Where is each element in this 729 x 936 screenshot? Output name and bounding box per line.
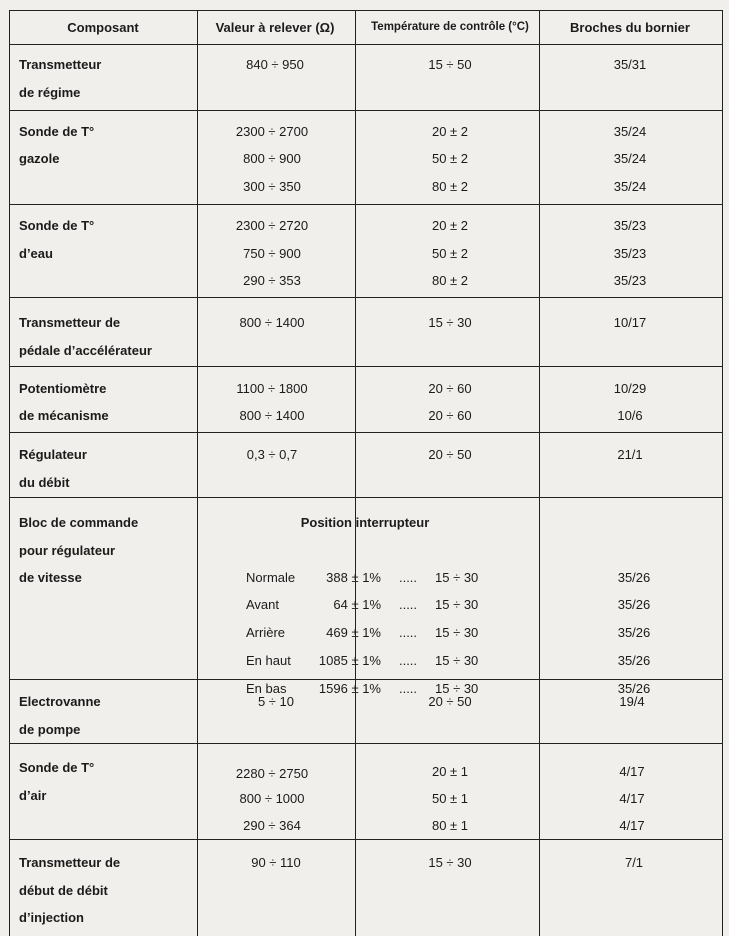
temp-cell: 20 ÷ 50 — [428, 694, 472, 709]
value-cell: 840 ÷ 950 — [246, 57, 304, 72]
row-divider — [9, 743, 723, 744]
component-name: Electrovanne — [19, 694, 101, 709]
value-cell: 750 ÷ 900 — [243, 246, 301, 261]
component-name: de pompe — [19, 722, 81, 737]
value-cell: 2300 ÷ 2700 — [235, 124, 309, 139]
value-cell: 0,3 ÷ 0,7 — [246, 447, 298, 462]
value-cell: 1100 ÷ 1800 — [236, 381, 308, 396]
pins-cell: 35/31 — [613, 57, 647, 72]
position-value: 469 ± 1% — [326, 625, 381, 640]
component-name: d’air — [19, 788, 47, 803]
component-name: de régime — [19, 85, 81, 100]
temp-cell: 20 ÷ 50 — [428, 447, 472, 462]
value-cell: 800 ÷ 1000 — [239, 791, 305, 806]
column-divider — [355, 10, 356, 936]
pins-cell: 35/26 — [617, 625, 651, 640]
temp-cell: 15 ÷ 30 — [428, 855, 472, 870]
column-divider — [197, 10, 198, 936]
position-label: En bas — [246, 681, 287, 696]
position-dots: ..... — [398, 625, 418, 640]
position-temp: 15 ÷ 30 — [435, 570, 479, 585]
position-value: 1085 ± 1% — [318, 653, 381, 668]
temp-cell: 50 ± 2 — [431, 246, 469, 261]
position-value: 1596 ± 1% — [318, 681, 381, 696]
component-name: du débit — [19, 475, 70, 490]
temp-cell: 50 ± 1 — [431, 791, 469, 806]
pins-cell: 35/23 — [613, 246, 647, 261]
pins-cell: 10/6 — [617, 408, 643, 423]
value-cell: 800 ÷ 1400 — [239, 315, 305, 330]
row-divider — [9, 497, 723, 498]
pins-cell: 35/23 — [613, 273, 647, 288]
temp-cell: 15 ÷ 50 — [428, 57, 472, 72]
component-name: d’injection — [19, 910, 84, 925]
column-divider — [539, 10, 540, 936]
position-label: Normale — [246, 570, 296, 585]
temp-cell: 20 ÷ 60 — [428, 408, 472, 423]
temp-cell: 80 ± 2 — [431, 179, 469, 194]
pins-cell: 21/1 — [617, 447, 643, 462]
position-label: Arrière — [246, 625, 286, 640]
row-divider — [9, 679, 723, 680]
component-name: Transmetteur de — [19, 855, 121, 870]
component-name: Potentiomètre — [19, 381, 107, 396]
component-name: pédale d’accélérateur — [19, 343, 152, 358]
position-value: 64 ± 1% — [333, 597, 381, 612]
pins-cell: 19/4 — [619, 694, 645, 709]
row-divider — [9, 110, 723, 111]
value-cell: 800 ÷ 900 — [243, 151, 301, 166]
component-name: pour régulateur — [19, 543, 116, 558]
pins-cell: 35/26 — [617, 681, 651, 696]
component-name: Sonde de T° — [19, 124, 95, 139]
temp-cell: 20 ÷ 60 — [428, 381, 472, 396]
temp-cell: 80 ± 2 — [431, 273, 469, 288]
position-value: 388 ± 1% — [326, 570, 381, 585]
position-temp: 15 ÷ 30 — [435, 681, 479, 696]
pins-cell: 35/24 — [613, 151, 647, 166]
position-dots: ..... — [398, 597, 418, 612]
pins-cell: 7/1 — [624, 855, 644, 870]
pins-cell: 4/17 — [619, 791, 645, 806]
position-temp: 15 ÷ 30 — [435, 653, 479, 668]
temp-cell: 20 ± 2 — [431, 124, 469, 139]
temp-cell: 20 ± 1 — [431, 764, 469, 779]
pins-cell: 10/29 — [613, 381, 647, 396]
row-divider — [9, 204, 723, 205]
header-value: Valeur à relever (Ω) — [215, 20, 335, 35]
header-component: Composant — [67, 20, 139, 35]
component-name: Bloc de commande — [19, 515, 139, 530]
value-cell: 300 ÷ 350 — [243, 179, 301, 194]
position-dots: ..... — [398, 653, 418, 668]
component-name: de vitesse — [19, 570, 82, 585]
component-name: Transmetteur — [19, 57, 102, 72]
component-name: début de débit — [19, 883, 108, 898]
component-name: Sonde de T° — [19, 760, 95, 775]
row-divider — [9, 10, 723, 11]
row-divider — [9, 432, 723, 433]
temp-cell: 80 ± 1 — [431, 818, 469, 833]
pins-cell: 10/17 — [613, 315, 647, 330]
pins-cell: 35/24 — [613, 124, 647, 139]
row-divider — [9, 44, 723, 45]
header-pins: Broches du bornier — [570, 20, 690, 35]
value-cell: 5 ÷ 10 — [257, 694, 295, 709]
value-cell: 290 ÷ 353 — [243, 273, 301, 288]
table-frame — [9, 10, 723, 936]
position-row — [246, 597, 478, 612]
pins-cell: 35/26 — [617, 570, 651, 585]
pins-cell: 4/17 — [619, 764, 645, 779]
component-name: Régulateur — [19, 447, 87, 462]
header-temperature: Température de contrôle (°C) — [371, 21, 529, 33]
pins-cell: 4/17 — [619, 818, 645, 833]
position-dots: ..... — [398, 681, 418, 696]
row-divider — [9, 366, 723, 367]
component-name: gazole — [19, 151, 60, 166]
value-cell: 290 ÷ 364 — [243, 818, 301, 833]
value-cell: 800 ÷ 1400 — [239, 408, 305, 423]
position-temp: 15 ÷ 30 — [435, 597, 479, 612]
component-name: Transmetteur de — [19, 315, 121, 330]
temp-cell: 50 ± 2 — [431, 151, 469, 166]
position-temp: 15 ÷ 30 — [435, 625, 479, 640]
pins-cell: 35/24 — [613, 179, 647, 194]
position-row — [246, 653, 478, 668]
temp-cell: 15 ÷ 30 — [428, 315, 472, 330]
position-label: Avant — [246, 597, 280, 612]
position-label: En haut — [246, 653, 291, 668]
pins-cell: 35/23 — [613, 218, 647, 233]
component-name: d’eau — [19, 246, 53, 261]
temp-cell: 20 ± 2 — [431, 218, 469, 233]
position-row — [246, 570, 478, 585]
row-divider — [9, 839, 723, 840]
row-divider — [9, 297, 723, 298]
component-name: de mécanisme — [19, 408, 109, 423]
position-title: Position interrupteur — [300, 515, 430, 530]
value-cell: 2280 ÷ 2750 — [235, 766, 309, 781]
position-dots: ..... — [398, 570, 418, 585]
component-name: Sonde de T° — [19, 218, 95, 233]
value-cell: 90 ÷ 110 — [251, 855, 301, 870]
pins-cell: 35/26 — [617, 653, 651, 668]
pins-cell: 35/26 — [617, 597, 651, 612]
position-row — [246, 625, 478, 640]
value-cell: 2300 ÷ 2720 — [235, 218, 309, 233]
